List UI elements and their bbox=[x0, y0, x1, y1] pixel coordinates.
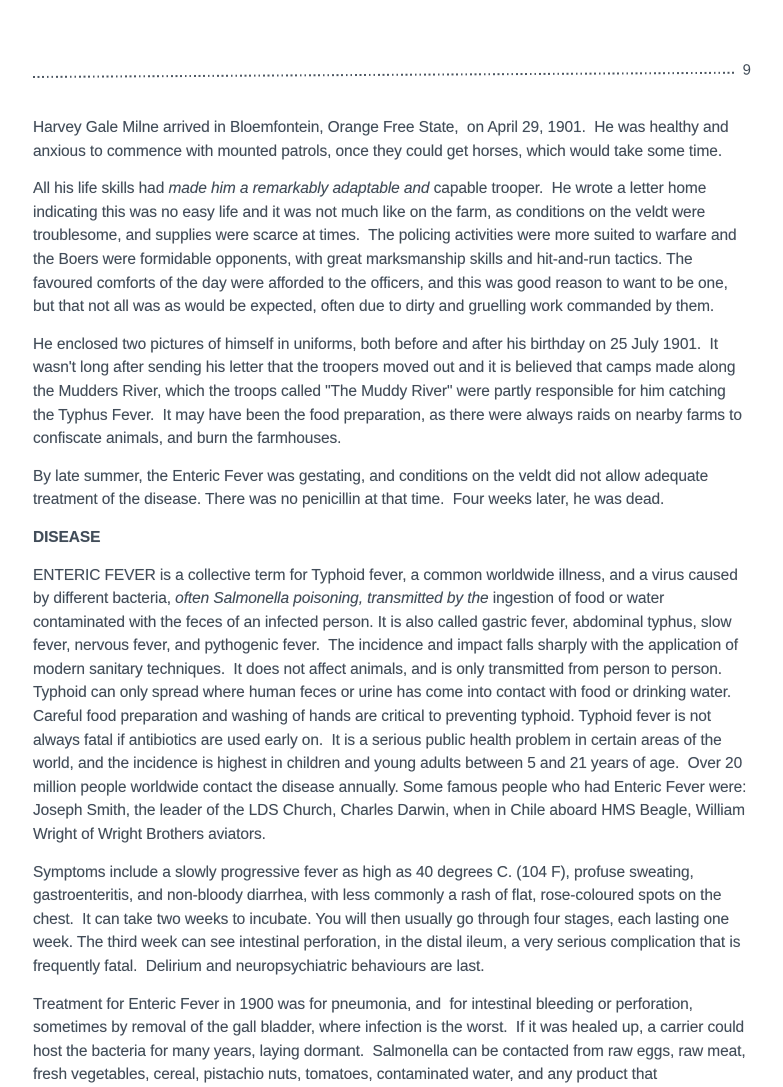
para-arrival bbox=[33, 116, 751, 163]
page-number: 9 bbox=[742, 61, 751, 79]
text-run: DISEASE bbox=[33, 528, 101, 546]
page-header bbox=[33, 62, 751, 82]
heading-disease bbox=[33, 526, 751, 550]
para-enteric-fever bbox=[33, 564, 751, 847]
para-symptoms bbox=[33, 861, 751, 979]
text-run: By late summer, the Enteric Fever was gestating, and conditions on the veldt did not allow adequate treatment of the disease. There was no penicillin at that time. Four weeks later, he was dead. bbox=[33, 467, 713, 509]
text-run: Harvey Gale Milne arrived in Bloemfontein, Orange Free State, on April 29, 1901. He was healthy and anxious to commence with mounted patrols, once they could get horses, which would take some time. bbox=[33, 119, 733, 160]
text-run: All his life skills had bbox=[33, 180, 169, 198]
document-body bbox=[33, 116, 751, 1087]
para-pictures bbox=[33, 333, 751, 451]
italic-text-run: often Salmonella poisoning, transmitted by the bbox=[175, 590, 489, 608]
text-run: ingestion of food or water contaminated with the feces of an infected person. It is also called gastric fever, abdominal typhus, slow fever, nervous fever, and pythogenic fever. The incidence and impact falls sharply with the application of modern sanitary techniques. It does not affect animals, and is only transmitted from person to person. Typhoid can only spread where human feces or urine has come into contact with food or drinking water. Careful food preparation and washing of hands are critical to preventing typhoid. Typhoid fever is not always fatal if antibiotics are used early on. It is a serious public health problem in certain areas of the world, and the incidence is highest in children and young adults between 5 and 21 years of age. Over 20 million people worldwide contact the disease annually. Some famous people who had Enteric Fever were: Joseph Smith, the leader of the LDS Church, Charles Darwin, when in Chile aboard HMS Beagle, William Wright of Wright Brothers aviators. bbox=[33, 590, 751, 844]
para-treatment bbox=[33, 993, 751, 1087]
text-run: Treatment for Enteric Fever in 1900 was for pneumonia, and for intestinal bleeding or perforation, sometimes by removal of the gall bladder, where infection is the worst. If it was healed up, a carrier could host the bacteria for many years, laying dormant. Salmonella can be contacted from raw eggs, raw meat, fresh vegetables, cereal, pistachio nuts, tomatoes, contaminated water, and any product that bbox=[33, 995, 750, 1084]
para-trooper-life bbox=[33, 177, 751, 319]
italic-text-run: made him a remarkably adaptable and bbox=[168, 180, 430, 198]
dotted-leader-line bbox=[33, 71, 736, 78]
text-run: ENTERIC FEVER is a collective term for Typhoid fever, a common worldwide illness, and a virus caused by different bacteria, bbox=[33, 566, 742, 608]
text-run: Symptoms include a slowly progressive fever as high as 40 degrees C. (104 F), profuse sweating, gastroenteritis, and non-bloody diarrhea, with less commonly a rash of flat, rose-coloured spots on the chest. It can take two weeks to incubate. You will then usually go through four stages, each lasting one week. The third week can see intestinal perforation, in the distal ileum, a very serious complication that is frequently fatal. Delirium and neuropsychiatric behaviours are last. bbox=[33, 863, 745, 975]
text-run: capable trooper. He wrote a letter home indicating this was no easy life and it was not much like on the farm, as conditions on the veldt were troublesome, and supplies were scarce at times. The policing activities were more suited to warfare and the Boers were formidable opponents, with great marksmanship skills and hit-and-run tactics. The favoured comforts of the day were afforded to the officers, and this was good reason to want to be one, but that not all was as would be expected, often due to dirty and gruelling work commanded by them. bbox=[33, 180, 741, 316]
para-late-summer bbox=[33, 465, 751, 512]
text-run: He enclosed two pictures of himself in uniforms, both before and after his birthday on 25 July 1901. It wasn't long after sending his letter that the troopers moved out and it is believed that camps made along the Mudders River, which the troops called "The Muddy River" were partly responsible for him catching the Typhus Fever. It may have been the food preparation, as there were always raids on nearby farms to confiscate animals, and burn the farmhouses. bbox=[33, 335, 747, 448]
